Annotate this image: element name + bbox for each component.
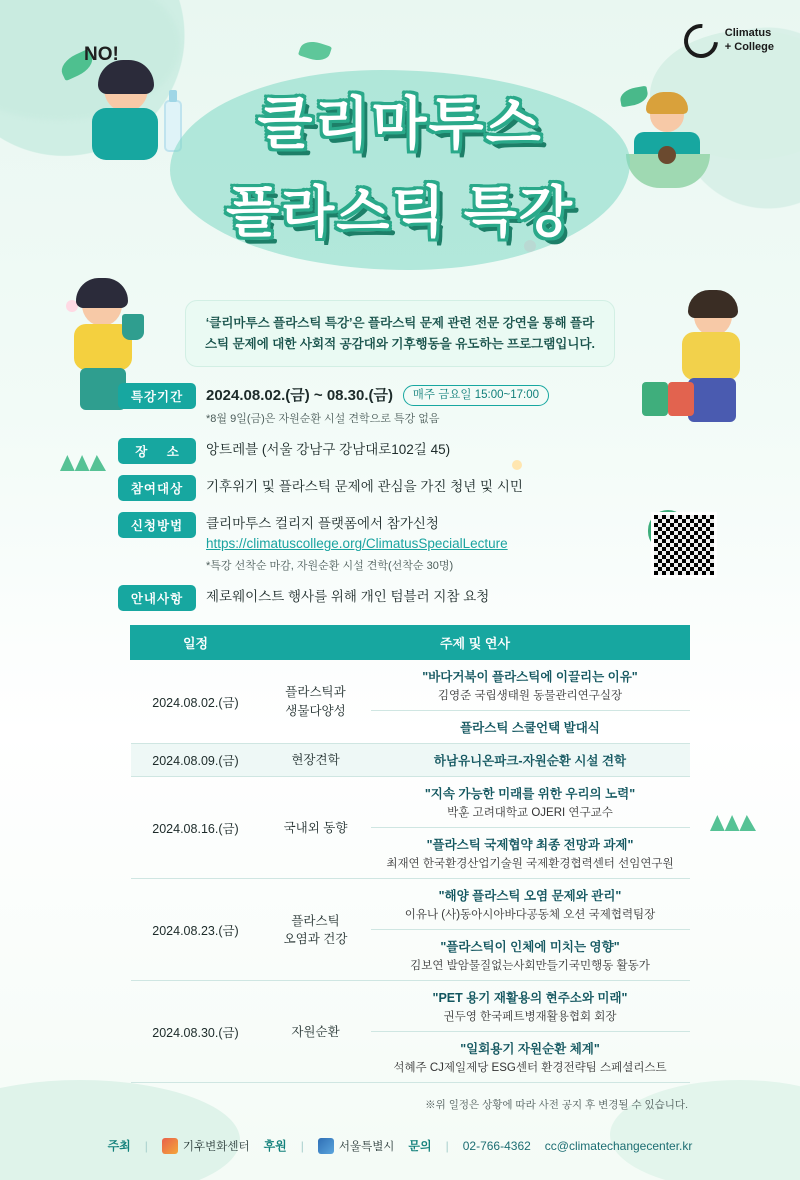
info-tag-period: 특강기간	[118, 383, 196, 409]
table-row	[131, 879, 690, 930]
session-title: "지속 가능한 미래를 위한 우리의 노력"	[424, 787, 636, 802]
footer-host-org	[162, 1138, 250, 1154]
footer	[0, 1137, 800, 1154]
title-line-2: 플라스틱 특강	[225, 181, 575, 243]
row-date: 2024.08.23.(금)	[131, 879, 261, 981]
footer-sponsor-org	[318, 1138, 395, 1154]
info-value-period	[206, 383, 549, 427]
table-row	[131, 981, 690, 1032]
footer-sponsor-name: 서울특별시	[338, 1140, 395, 1153]
row-session	[371, 777, 690, 828]
row-session	[371, 879, 690, 930]
apply-note: *특강 선착순 마감, 자원순환 시설 견학(선착순 30명)	[206, 559, 454, 572]
session-title: "일회용기 자원순환 체계"	[460, 1042, 600, 1057]
info-value-place: 앙트레블 (서울 강남구 강남대로102길 45)	[206, 442, 451, 457]
apply-link[interactable]: https://climatuscollege.org/ClimatusSpecialLecture	[206, 536, 508, 552]
session-speaker: 권두영 한국페트병재활용협회 회장	[443, 1011, 617, 1024]
info-tag-audience: 참여대상	[118, 475, 196, 501]
leaf-icon	[298, 38, 332, 64]
row-session	[371, 1032, 690, 1083]
schedule-table	[130, 625, 690, 1083]
title-line-1: 클리마투스	[257, 92, 543, 156]
session-speaker: 최재연 한국환경산업기술원 국제환경협력센터 선임연구원	[386, 858, 674, 871]
no-badge-label: NO!	[84, 44, 119, 65]
info-list	[118, 383, 678, 622]
period-note: *8월 9일(금)은 자원순환 시설 견학으로 특강 없음	[206, 412, 440, 425]
sponsor-logo-icon	[318, 1138, 334, 1154]
brand-logo-text	[725, 27, 774, 55]
session-title: "해양 플라스틱 오염 문제와 관리"	[438, 889, 622, 904]
mountain-decor	[710, 815, 756, 831]
intro-description: ‘클리마투스 플라스틱 특강’은 플라스틱 문제 관련 전문 강연을 통해 플라스틱 문제에 대한 사회적 공감대와 기후행동을 유도하는 프로그램입니다.	[185, 300, 615, 367]
row-session	[371, 744, 690, 777]
qr-code[interactable]	[651, 512, 717, 578]
session-title: 플라스틱 스쿨언택 발대식	[460, 721, 600, 735]
mountain-decor	[60, 455, 106, 471]
footer-email[interactable]: cc@climatechangecenter.kr	[544, 1138, 693, 1153]
session-speaker: 김보연 발암물질없는사회만들기국민행동 활동가	[410, 960, 650, 973]
row-topic: 국내외 동향	[261, 777, 371, 879]
footer-phone[interactable]: 02-766-4362	[462, 1138, 531, 1153]
brand-name-line2: + College	[724, 41, 774, 53]
session-title: 하남유니온파크-자원순환 시설 견학	[433, 754, 627, 769]
row-session	[371, 660, 690, 711]
session-title: "플라스틱 국제협약 최종 전망과 과제"	[426, 838, 634, 853]
info-row-apply	[118, 512, 678, 574]
session-title: "플라스틱이 인체에 미치는 영향"	[440, 940, 620, 955]
row-topic: 현장견학	[261, 744, 371, 777]
info-row-period	[118, 383, 678, 427]
row-date: 2024.08.02.(금)	[131, 660, 261, 744]
session-speaker: 박훈 고려대학교 OJERI 연구교수	[447, 807, 613, 820]
row-session	[371, 930, 690, 981]
info-tag-place: 장 소	[118, 438, 196, 464]
footer-divider: |	[300, 1138, 304, 1153]
session-speaker: 이유나 (사)동아시아바다공동체 오션 국제협력팀장	[404, 909, 656, 922]
session-title: "바다거북이 플라스틱에 이끌리는 이유"	[422, 670, 638, 684]
decor-blob	[0, 1080, 240, 1180]
schedule-header-row	[131, 626, 690, 660]
footer-divider: |	[144, 1138, 148, 1153]
footer-host-name: 기후변화센터	[182, 1140, 250, 1153]
period-time-pill: 매주 금요일 15:00~17:00	[403, 385, 549, 406]
footer-divider: |	[445, 1138, 449, 1153]
info-row-place	[118, 438, 678, 464]
row-topic: 플라스틱 오염과 건강	[261, 879, 371, 981]
schedule-header-date: 일정	[131, 626, 261, 660]
poster-title	[0, 78, 800, 247]
row-date: 2024.08.16.(금)	[131, 777, 261, 879]
info-tag-apply: 신청방법	[118, 512, 196, 538]
info-row-notice	[118, 585, 678, 611]
schedule-footnote: ※위 일정은 상황에 따라 사전 공지 후 변경될 수 있습니다.	[425, 1099, 688, 1111]
info-value-notice: 제로웨이스트 행사를 위해 개인 텀블러 지참 요청	[206, 589, 490, 604]
schedule-header-topic: 주제 및 연사	[261, 626, 690, 660]
row-date: 2024.08.30.(금)	[131, 981, 261, 1083]
row-topic: 플라스틱과 생물다양성	[261, 660, 371, 744]
info-value-audience: 기후위기 및 플라스틱 문제에 관심을 가진 청년 및 시민	[206, 479, 523, 494]
footer-sponsor-label: 후원	[263, 1139, 287, 1153]
climatus-c-icon	[677, 17, 725, 65]
table-row	[131, 660, 690, 711]
row-session	[371, 828, 690, 879]
row-topic: 자원순환	[261, 981, 371, 1083]
session-speaker: 석혜주 CJ제일제당 ESG센터 환경전략팀 스페셜리스트	[393, 1062, 667, 1075]
period-value: 2024.08.02.(금) ~ 08.30.(금)	[206, 387, 394, 404]
table-row	[131, 744, 690, 777]
apply-value: 클리마투스 컬리지 플랫폼에서 참가신청	[206, 516, 439, 531]
session-title: "PET 용기 재활용의 현주소와 미래"	[432, 991, 628, 1006]
info-value-apply	[206, 512, 508, 574]
info-row-audience	[118, 475, 678, 501]
brand-name-line1: Climatus	[724, 27, 772, 40]
table-row	[131, 777, 690, 828]
row-date: 2024.08.09.(금)	[131, 744, 261, 777]
row-session	[371, 981, 690, 1032]
session-speaker: 김영준 국립생태원 동물관리연구실장	[437, 690, 623, 702]
host-logo-icon	[162, 1138, 178, 1154]
brand-logo	[684, 24, 774, 58]
footer-contact-label: 문의	[408, 1139, 432, 1153]
footer-host-label: 주최	[107, 1139, 131, 1153]
info-tag-notice: 안내사항	[118, 585, 196, 611]
decor-blob	[610, 1080, 800, 1180]
row-session	[371, 711, 690, 744]
